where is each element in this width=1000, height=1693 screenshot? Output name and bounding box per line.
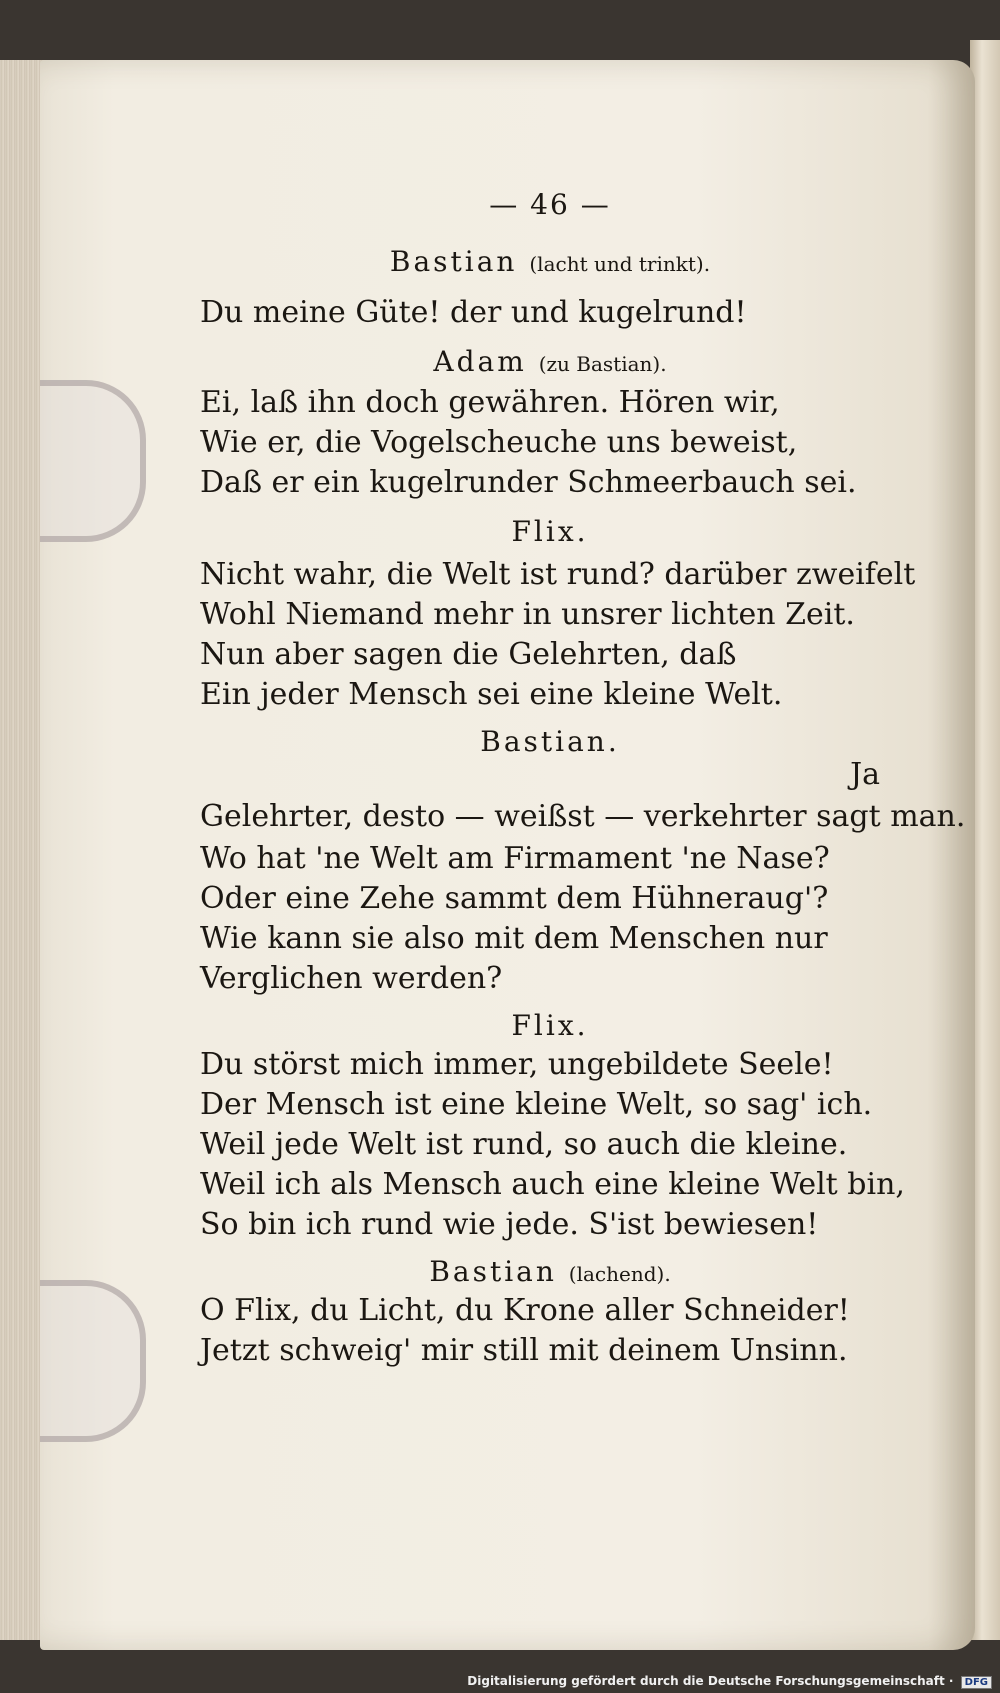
book-page	[40, 60, 975, 1650]
verse-line: Wo hat 'ne Welt am Firmament 'ne Nase?	[200, 841, 830, 876]
speaker-name: Bastian	[429, 1255, 557, 1288]
speaker-heading	[200, 1009, 900, 1042]
verse-line: Du meine Güte! der und kugelrund!	[200, 295, 747, 330]
page-clip-top	[40, 380, 146, 542]
page-clip-bottom	[40, 1280, 146, 1442]
speaker-name: Bastian	[389, 245, 518, 278]
verse-line: Ein jeder Mensch sei eine kleine Welt.	[200, 677, 783, 712]
verse-line: Oder eine Zehe sammt dem Hühneraug'?	[200, 881, 829, 916]
verse-line: Gelehrter, desto — weißst — verkehrter sagt man.	[200, 799, 966, 834]
verse-line: Verglichen werden?	[200, 961, 503, 996]
speaker-name: Flix.	[511, 515, 589, 548]
stage-direction: (lacht und trinkt).	[529, 252, 711, 276]
verse-line: Wie kann sie also mit dem Menschen nur	[200, 921, 828, 956]
speaker-name: Flix.	[511, 1009, 589, 1042]
verse-line: So bin ich rund wie jede. S'ist bewiesen!	[200, 1207, 819, 1242]
verse-line: Wohl Niemand mehr in unsrer lichten Zeit.	[200, 597, 855, 632]
speaker-name: Bastian.	[480, 725, 620, 758]
speaker-heading	[200, 245, 900, 278]
speaker-heading	[200, 1255, 900, 1288]
speaker-heading	[200, 345, 900, 378]
verse-line: Der Mensch ist eine kleine Welt, so sag' ich.	[200, 1087, 873, 1122]
verse-line: Jetzt schweig' mir still mit deinem Unsinn.	[200, 1333, 848, 1368]
credit-text: Digitalisierung gefördert durch die Deutsche Forschungsgemeinschaft ·	[467, 1674, 954, 1688]
dfg-logo: DFG	[961, 1676, 992, 1689]
verse-line: Nicht wahr, die Welt ist rund? darüber zweifelt	[200, 557, 916, 592]
speaker-heading	[200, 515, 900, 548]
digitization-credit	[467, 1674, 992, 1689]
stage-direction: (lachend).	[568, 1262, 671, 1286]
verse-line: Daß er ein kugelrunder Schmeerbauch sei.	[200, 465, 857, 500]
verse-line: Ei, laß ihn doch gewähren. Hören wir,	[200, 385, 780, 420]
speaker-heading	[200, 725, 900, 758]
verse-line: Weil ich als Mensch auch eine kleine Welt bin,	[200, 1167, 905, 1202]
verse-line: Weil jede Welt ist rund, so auch die kleine.	[200, 1127, 848, 1162]
page-number: — 46 —	[489, 188, 611, 221]
verse-line: Nun aber sagen die Gelehrten, daß	[200, 637, 737, 672]
stage-direction: (zu Bastian).	[538, 352, 667, 376]
speaker-name: Adam	[433, 345, 527, 378]
verse-line: O Flix, du Licht, du Krone aller Schneider!	[200, 1293, 850, 1328]
verse-line-fragment: Ja	[850, 757, 880, 792]
verse-line: Du störst mich immer, ungebildete Seele!	[200, 1047, 834, 1082]
verse-line: Wie er, die Vogelscheuche uns beweist,	[200, 425, 798, 460]
